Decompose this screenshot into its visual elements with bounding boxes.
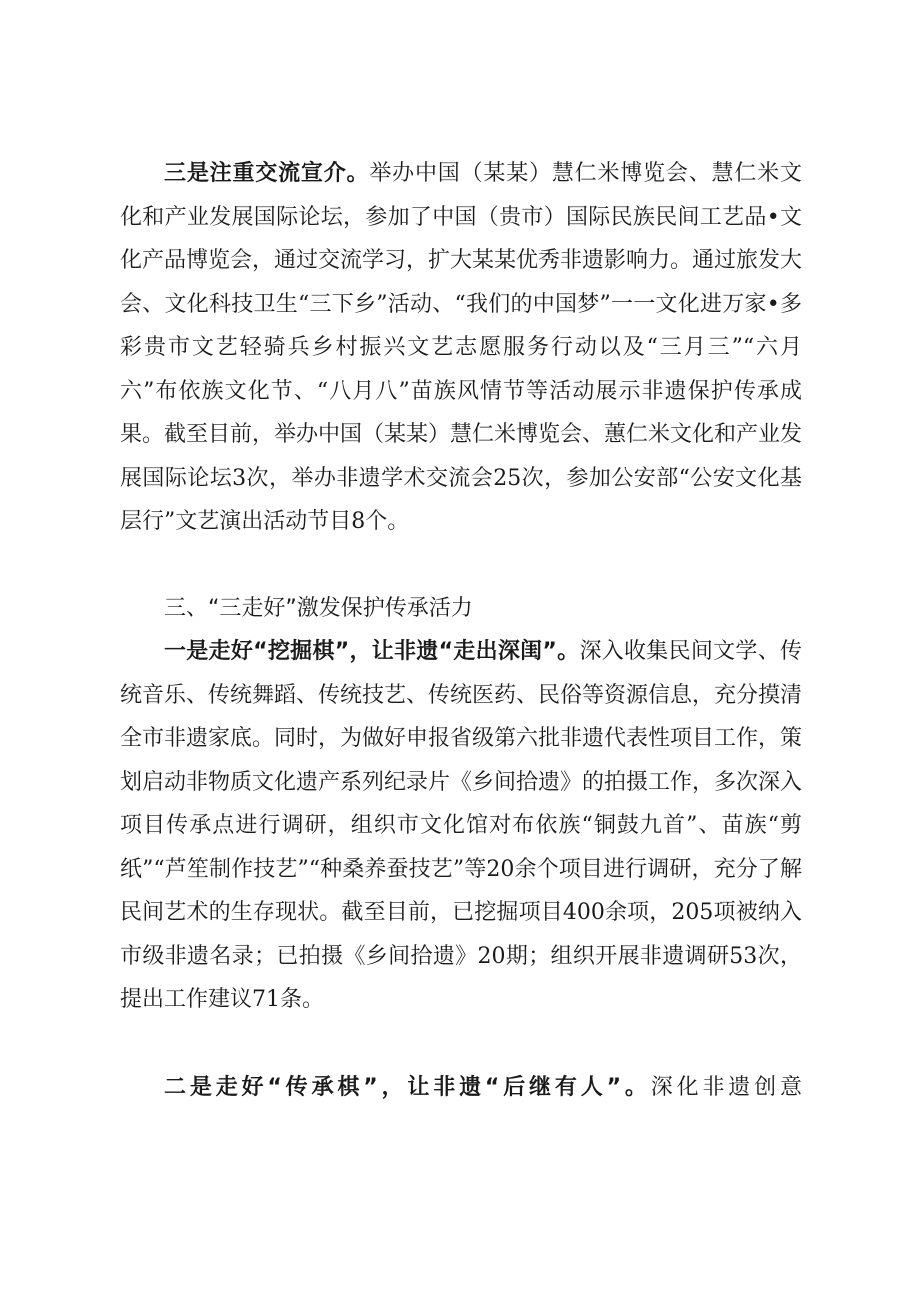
paragraph-inheritance bbox=[120, 1066, 802, 1110]
paragraph-excavation bbox=[120, 630, 802, 1022]
section-heading: 三、“三走好”激发保护传承活力 bbox=[164, 596, 473, 621]
paragraph-body: 深化非遗创意 bbox=[650, 1075, 802, 1100]
paragraph-exchange-promotion bbox=[120, 152, 802, 544]
paragraph-lead: 一是走好“挖掘棋”，让非遗“走出深闺”。 bbox=[164, 639, 580, 664]
paragraph-lead: 二是走好“传承棋”，让非遗“后继有人”。 bbox=[164, 1075, 651, 1100]
paragraph-body: 举办中国（某某）慧仁米博览会、慧仁米文化和产业发展国际论坛，参加了中国（贵市）国际民族民间工艺品•文化产品博览会，通过交流学习，扩大某某优秀非遗影响力。通过旅发大会、文化科技卫生“三下乡”活动、“我们的中国梦”一一文化进万家•多彩贵市文艺轻骑兵乡村振兴文艺志愿服务行动以及“三月三”“六月六”布依族文化节、“八月八”苗族风情节等活动展示非遗保护传承成果。截至目前，举办中国（某某）慧仁米博览会、蕙仁米文化和产业发展国际论坛3次，举办非遗学术交流会25次，参加公安部“公安文化基层行”文艺演出活动节目8个。 bbox=[120, 161, 803, 534]
paragraph-lead: 三是注重交流宣介。 bbox=[164, 161, 370, 186]
paragraph-body: 深入收集民间文学、传统音乐、传统舞蹈、传统技艺、传统医药、民俗等资源信息，充分摸清全市非遗家底。同时，为做好申报省级第六批非遗代表性项目工作，策划启动非物质文化遗产系列纪录片《乡间拾遗》的拍摄工作，多次深入项目传承点进行调研，组织市文化馆对布依族“铜鼓九首”、苗族“剪纸”“芦笙制作技艺”“种桑养蚕技艺”等20余个项目进行调研，充分了解民间艺术的生存现状。截至目前，已挖掘项目400余项，205项被纳入市级非遗名录；已拍摄《乡间拾遗》20期；组织开展非遗调研53次，提出工作建议71条。 bbox=[120, 639, 803, 1012]
